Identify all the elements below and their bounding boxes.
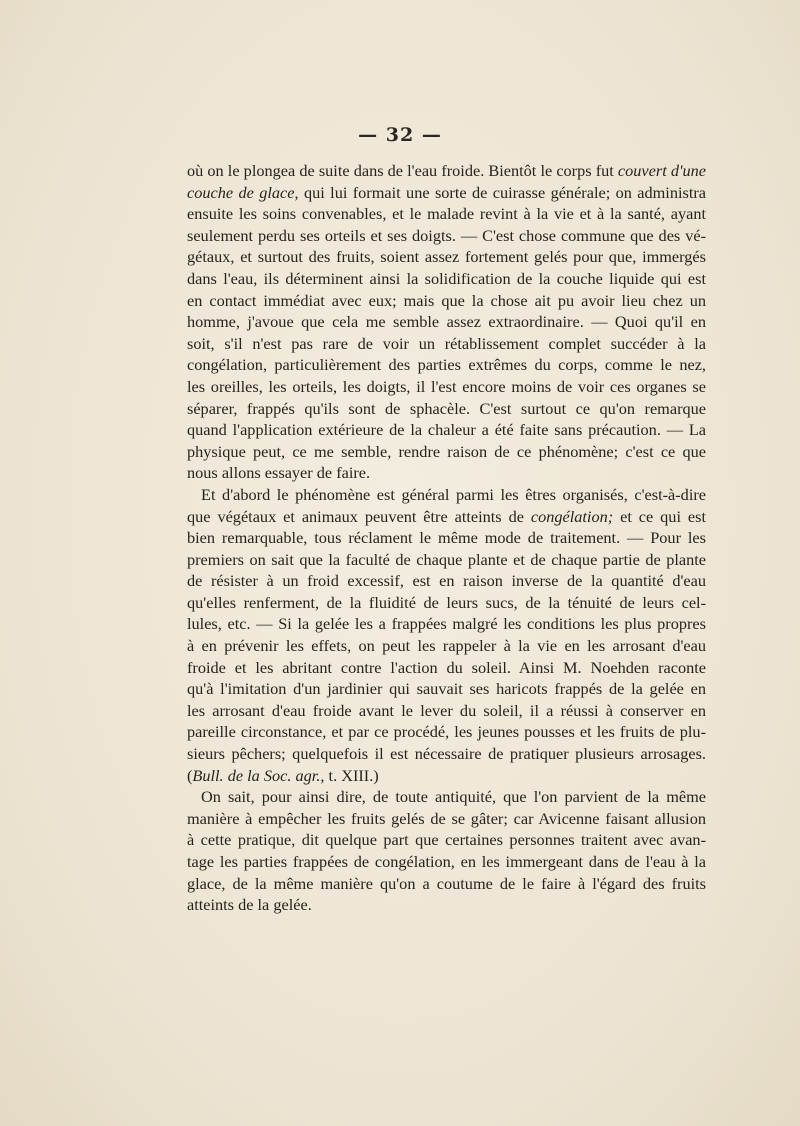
text-line — [187, 225, 706, 247]
text-line — [187, 290, 706, 312]
text-line — [187, 786, 706, 808]
text-segment: manière à empêcher les fruits gelés de se gâter; car Avicenne faisant allusion — [187, 808, 706, 828]
text-line — [187, 570, 706, 592]
italic-text: couvert d'une — [617, 161, 706, 180]
text-segment: à cette pratique, dit quelque part que certaines personnes traitent avec avan- — [187, 830, 706, 850]
text-segment: glace, de la même manière qu'on a coutume de le faire à l'égard des fruits — [187, 873, 706, 893]
text-line — [187, 527, 706, 549]
text-segment: froide et les abritant contre l'action du soleil. Ainsi M. Noehden raconte — [187, 657, 706, 677]
italic-text: Bull. de la Soc. agr. — [192, 765, 321, 785]
text-segment: gétaux, et surtout des fruits, soient assez fortement gelés pour que, immergés — [187, 247, 706, 267]
text-segment: en contact immédiat avec eux; mais que la chose ait pu avoir lieu chez un — [187, 290, 706, 310]
text-line — [187, 894, 706, 916]
text-line — [187, 354, 706, 376]
text-segment: les arrosant d'eau froide avant le lever du soleil, il a réussi à conserver en — [187, 700, 706, 720]
text-segment: dans l'eau, ils déterminent ainsi la solidification de la couche liquide qui est — [187, 268, 706, 288]
text-segment: qu'elles renferment, de la fluidité de leurs sucs, de la ténuité de leurs cel- — [187, 592, 706, 612]
text-segment: séparer, frappés qu'ils sont de sphacèle. C'est surtout ce qu'on remarque — [187, 398, 706, 418]
text-line — [187, 484, 706, 506]
text-segment: soit, s'il n'est pas rare de voir un rétablissement complet succéder à la — [187, 333, 706, 353]
text-line — [187, 829, 706, 851]
text-segment: seulement perdu ses orteils et ses doigts. — C'est chose commune que des vé- — [187, 225, 706, 245]
text-segment: Et d'abord le phénomène est général parmi les êtres organisés, c'est-à-dire — [201, 484, 706, 504]
text-line — [187, 398, 706, 420]
text-segment: , t. XIII.) — [320, 765, 379, 785]
text-line — [187, 743, 706, 765]
text-segment: atteints de la gelée. — [187, 895, 312, 915]
text-line — [187, 246, 706, 268]
text-segment: à en prévenir les effets, on peut les rappeler à la vie en les arrosant d'eau — [187, 636, 706, 656]
text-line — [187, 678, 706, 700]
text-line — [187, 182, 706, 204]
text-segment: de résister à un froid excessif, est en raison inverse de la quantité d'eau — [187, 571, 706, 591]
text-line — [187, 462, 706, 484]
text-line — [187, 376, 706, 398]
text-line — [187, 441, 706, 463]
text-segment: ensuite les soins convenables, et le malade revint à la vie et à la santé, ayant — [187, 204, 706, 224]
text-segment: les oreilles, les orteils, les doigts, il l'est encore moins de voir ces organes se — [187, 376, 706, 396]
text-segment: congélation, particulièrement des parties extrêmes du corps, comme le nez, — [187, 355, 706, 375]
text-segment: qu'à l'imitation d'un jardinier qui sauvait ses haricots frappés de la gelée en — [187, 679, 706, 699]
text-segment: physique peut, ce me semble, rendre raison de ce phénomène; c'est ce que — [187, 441, 706, 461]
text-line — [187, 635, 706, 657]
text-segment: où on le plongea de suite dans de l'eau froide. Bientôt le corps fut — [187, 161, 618, 180]
paragraph — [187, 484, 706, 786]
text-line — [187, 160, 706, 182]
text-line — [187, 203, 706, 225]
text-segment: homme, j'avoue que cela me semble assez extraordinaire. — Quoi qu'il en — [187, 312, 706, 332]
text-segment: On sait, pour ainsi dire, de toute antiquité, que l'on parvient de la même — [201, 787, 706, 807]
text-segment: et ce qui est — [613, 506, 706, 526]
body-text — [187, 160, 706, 916]
text-segment: que végétaux et animaux peuvent être atteints de — [187, 506, 531, 526]
text-line — [187, 549, 706, 571]
text-line — [187, 873, 706, 895]
text-segment: , qui lui formait une sorte de cuirasse générale; on administra — [294, 182, 707, 202]
text-line — [187, 333, 706, 355]
text-line — [187, 419, 706, 441]
text-segment: sieurs pêchers; quelquefois il est nécessaire de pratiquer plusieurs arrosages. — [187, 744, 706, 764]
italic-text: couche de glace — [187, 182, 295, 202]
text-line — [187, 311, 706, 333]
text-segment: premiers on sait que la faculté de chaque plante et de chaque partie de plante — [187, 549, 706, 569]
text-line — [187, 721, 706, 743]
text-segment: bien remarquable, tous réclament le même mode de traitement. — Pour les — [187, 528, 706, 548]
text-line — [187, 613, 706, 635]
page-number: — 32 — — [358, 124, 442, 146]
text-line — [187, 851, 706, 873]
italic-text: congélation; — [530, 506, 614, 526]
text-line — [187, 657, 706, 679]
text-line — [187, 765, 706, 787]
paragraph — [187, 786, 706, 916]
text-segment: tage les parties frappées de congélation, en les immergeant dans de l'eau à la — [187, 852, 706, 871]
text-segment: lules, etc. — Si la gelée les a frappées malgré les conditions les plus propres — [187, 614, 706, 634]
text-line — [187, 506, 706, 528]
text-line — [187, 808, 706, 830]
text-segment: nous allons essayer de faire. — [187, 463, 371, 483]
text-line — [187, 268, 706, 290]
text-segment: ( — [187, 765, 193, 785]
text-line — [187, 700, 706, 722]
paragraph — [187, 160, 706, 484]
text-segment: pareille circonstance, et par ce procédé, les jeunes pousses et les fruits de plu- — [187, 722, 706, 742]
text-line — [187, 592, 706, 614]
text-segment: quand l'application extérieure de la chaleur a été faite sans précaution. — La — [187, 420, 706, 440]
